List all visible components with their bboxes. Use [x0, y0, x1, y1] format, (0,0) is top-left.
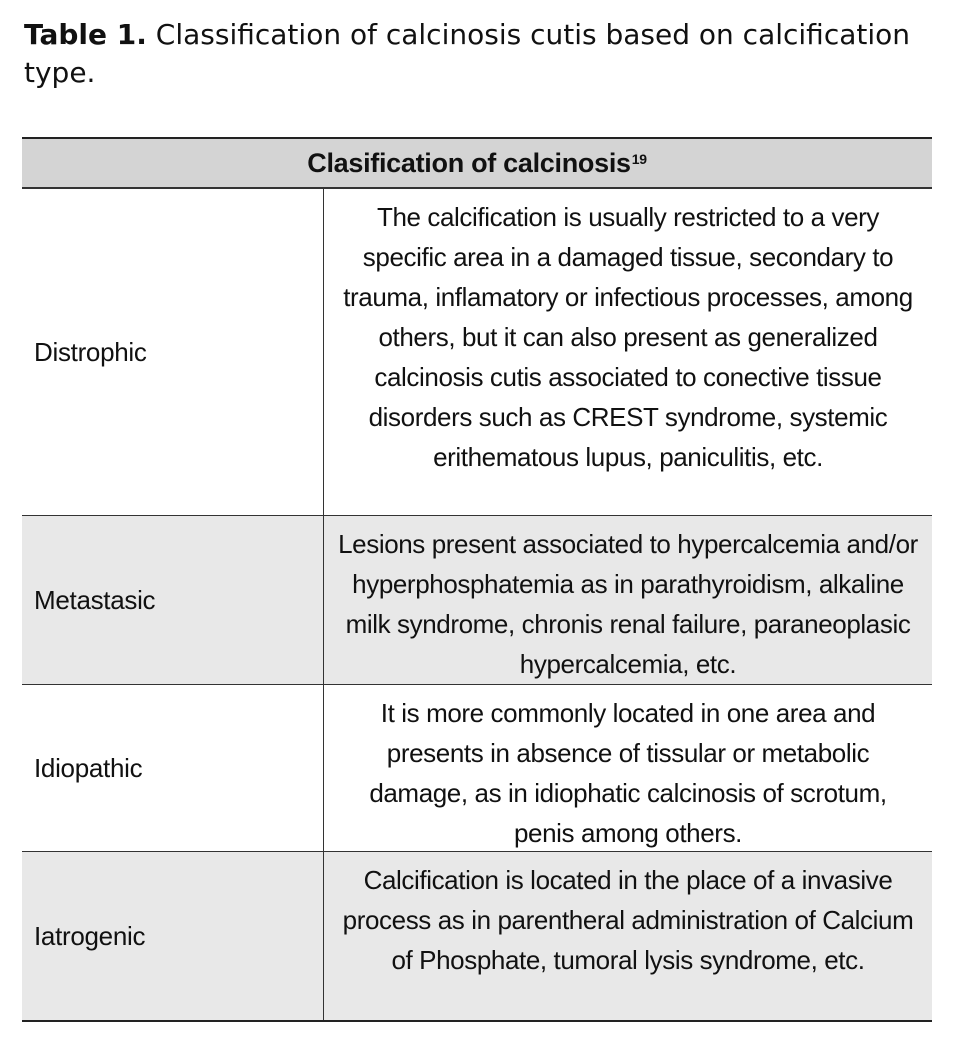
table-row: [22, 851, 932, 1020]
row-description-cell: Calcification is located in the place of a invasive process as in parentheral administration of Calcium of Phosphate, tumoral lysis syndrome, etc.: [342, 865, 914, 975]
row-type-cell: Distrophic: [22, 189, 324, 515]
row-description-cell: Lesions present associated to hypercalcemia and/or hyperphosphatemia as in parathyroidism, alkaline milk syndrome, chronis renal failure, paraneoplasic hypercalcemia, etc.: [338, 529, 918, 679]
row-type-cell: Metastasic: [22, 516, 324, 684]
table-caption: [24, 16, 939, 92]
table-caption-label: Table 1.: [24, 18, 147, 51]
table-row: [22, 684, 932, 851]
table-header: [22, 139, 932, 188]
row-description-cell: It is more commonly located in one area and presents in absence of tissular or metabolic damage, as in idiophatic calcinosis of scrotum, penis among others.: [369, 698, 887, 848]
classification-table: [22, 137, 932, 1022]
table-row: [22, 188, 932, 515]
table-row: [22, 515, 932, 684]
table-header-title: Clasification of calcinosis: [307, 147, 631, 178]
table-caption-text: Classification of calcinosis cutis based on calcification type.: [24, 18, 911, 89]
row-description-cell: The calcification is usually restricted to a very specific area in a damaged tissue, secondary to trauma, inflamatory or infectious processes, among others, but it can also present as generalized calcinosis cutis associated to conective tissue disorders such as CREST syndrome, systemic erithematous lupus, paniculitis, etc.: [343, 202, 913, 472]
row-type-cell: Idiopathic: [22, 685, 324, 851]
row-type-cell: Iatrogenic: [22, 852, 324, 1020]
table-header-reference: 19: [631, 151, 647, 167]
